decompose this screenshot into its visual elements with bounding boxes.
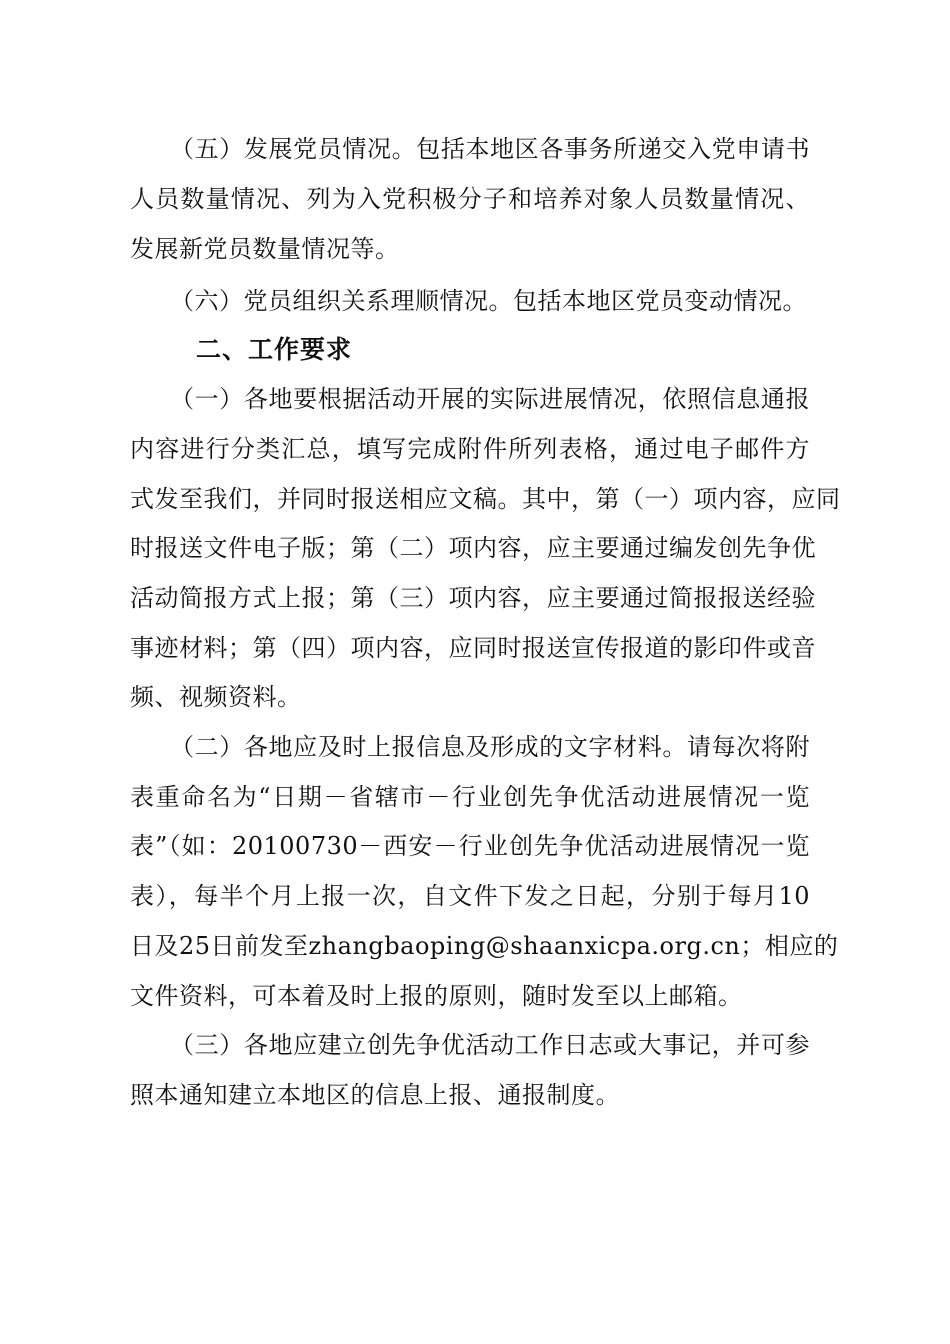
requirement-2-line-4: 表），每半个月上报一次，自文件下发之日起，分别于每月10 [130,882,810,910]
requirement-3-line-2: 照本通知建立本地区的信息上报、通报制度。 [130,1081,620,1109]
requirement-2-line-1: （二）各地应及时上报信息及形成的文字材料。请每次将附 [170,733,810,761]
requirement-1-line-2: 内容进行分类汇总，填写完成附件所列表格，通过电子邮件方 [130,435,810,463]
requirement-1-line-1: （一）各地要根据活动开展的实际进展情况，依照信息通报 [170,385,810,413]
requirement-1-line-5: 活动简报方式上报；第（三）项内容，应主要通过简报报送经验 [130,584,816,612]
requirement-2-line-5: 日及25日前发至zhangbaoping@shaanxicpa.org.cn；相应的 [130,932,839,960]
requirement-1-line-7: 频、视频资料。 [130,683,302,711]
requirement-2-line-3: 表”（如：20100730－西安－行业创先争优活动进展情况一览 [130,832,810,860]
paragraph-6-line-1: （六）党员组织关系理顺情况。包括本地区党员变动情况。 [170,287,807,315]
requirement-1-line-3: 式发至我们，并同时报送相应文稿。其中，第（一）项内容，应同 [130,485,841,513]
requirement-2-line-2: 表重命名为“日期－省辖市－行业创先争优活动进展情况一览 [130,783,810,811]
requirement-3-line-1: （三）各地应建立创先争优活动工作日志或大事记，并可参 [170,1031,810,1059]
section-heading: 二、工作要求 [196,335,353,364]
requirement-1-line-4: 时报送文件电子版；第（二）项内容，应主要通过编发创先争优 [130,534,816,562]
paragraph-5-line-3: 发展新党员数量情况等。 [130,235,400,263]
paragraph-5-line-2: 人员数量情况、列为入党积极分子和培养对象人员数量情况、 [130,185,810,213]
paragraph-5-line-1: （五）发展党员情况。包括本地区各事务所递交入党申请书 [170,135,810,163]
requirement-2-line-6: 文件资料，可本着及时上报的原则，随时发至以上邮箱。 [130,982,743,1010]
requirement-1-line-6: 事迹材料；第（四）项内容，应同时报送宣传报道的影印件或音 [130,634,816,662]
